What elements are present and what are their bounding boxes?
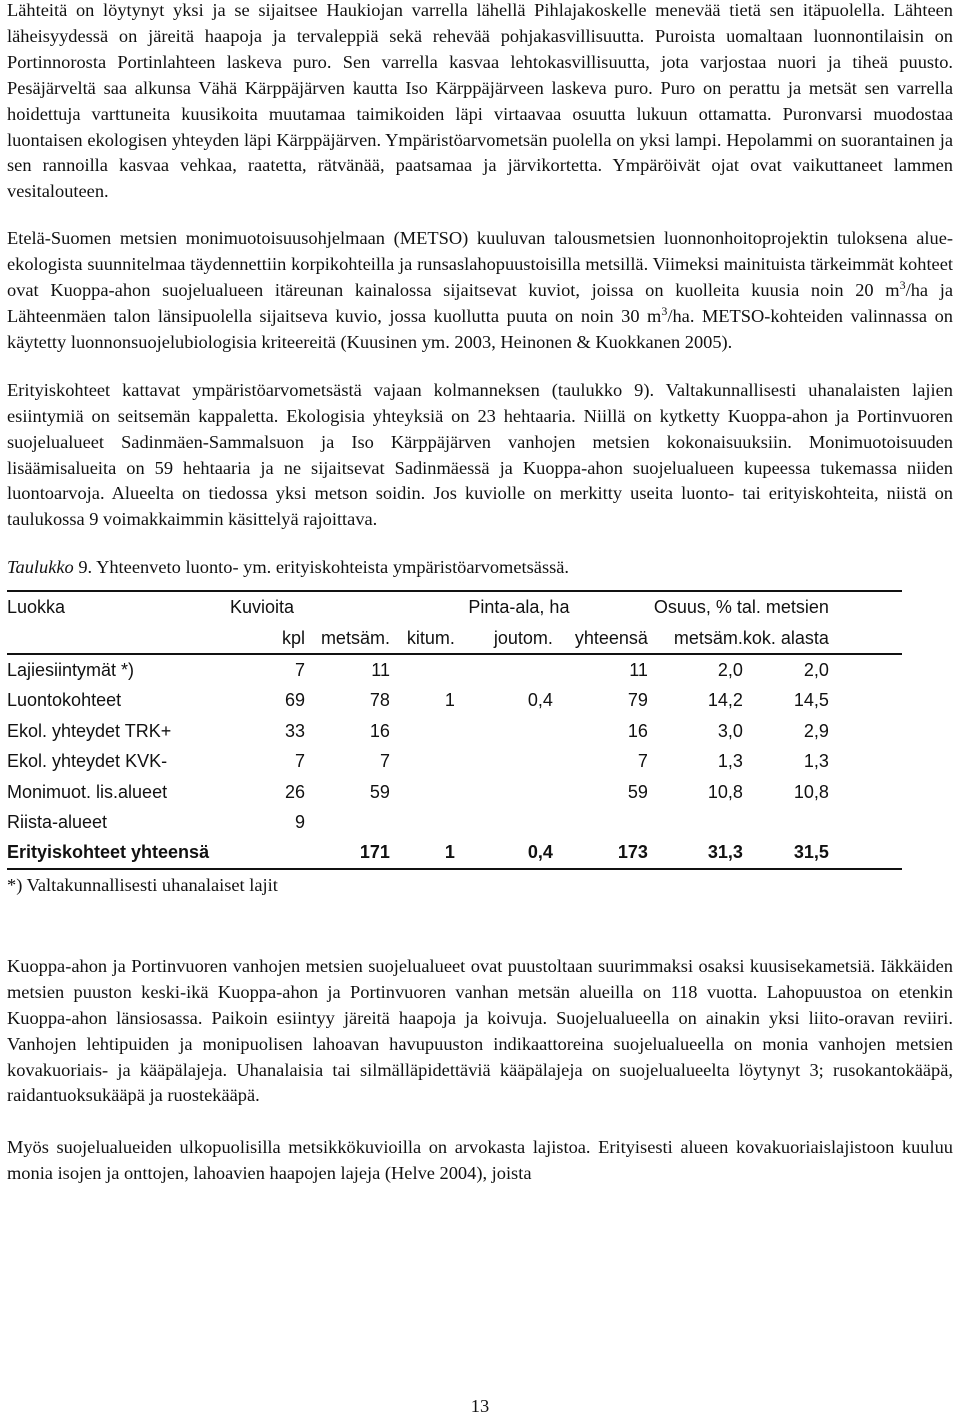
table-caption xyxy=(7,555,953,579)
header-category: Luokka xyxy=(7,591,230,622)
paragraph-metso-part-a: Etelä-Suomen metsien monimuotoisuusohjelmaan (METSO) kuuluvan talousmetsien luonnonhoitoprojektin tuloksena alue-ekologista suunnitelmaa täydennettiin korpikohteilla ja runsaslahopuustoisilla metsillä. Viimeksi mainituista tärkeimmät kohteet ovat Kuoppa-ahon suojelualueen itäreunan kainalossa sijaitsevat kuviot, joissa on kuolleita kuusia noin 20 m xyxy=(7,228,953,301)
paragraph-metso-part-b: /ha ja Lähteenmäen talon länsipuolella sijaitseva kuvio, jossa kuollutta puuta on noin 30 m xyxy=(7,280,953,326)
summary-table xyxy=(7,590,902,870)
header-kpl: kpl xyxy=(230,623,305,654)
total-label: Erityiskohteet yhteensä xyxy=(7,837,230,868)
table-footnote: *) Valtakunnallisesti uhanalaiset lajit xyxy=(7,874,278,895)
summary-table-wrapper xyxy=(7,590,902,898)
header-share-total: kok. alasta xyxy=(743,623,829,654)
header-kitum: kitum. xyxy=(390,623,455,654)
header-share-metsam: metsäm. xyxy=(648,623,743,654)
table-row: Lajiesiintymät *) 7 11 11 2,0 2,0 xyxy=(7,660,829,681)
paragraph-other-species: Myös suojelualueiden ulkopuolisilla metsikkökuvioilla on arvokasta lajistoa. Erityisesti alueen kovakuoriaislajistoon kuuluu monia isojen ja onttojen, lahoavien haapojen lajeja (Helve 2004), joista xyxy=(7,1137,953,1184)
table-caption-label: Taulukko xyxy=(7,557,74,578)
table-row: Monimuot. lis.alueet 26 59 59 10,8 10,8 xyxy=(7,781,829,802)
paragraph-springs-and-streams: Lähteitä on löytynyt yksi ja se sijaitsee Haukiojan varrella lähellä Pihlajakoskelle menevää tietä sen itäpuolella. Lähteen läheisyydessä on järeitä haapoja ja tervaleppiä sekä rehevää pohjakasvillisuutta. Puroista uomaltaan luonnontilaisin on Portinnorosta Portinlahteen laskeva puro. Sen varrella kasvaa lehtokasvillisuutta, jota varjostaa nuori ja tiheä puusto. Pesäjärveltä saa alkunsa Vähä Kärppäjärven kautta Iso Kärppäjärveen laskeva puro. Puro on perattu ja metsät sen varrella hoidettuja varttuneita kuusikoita muutamaa taimikoiden läpi virtaavaa osuutta lukuun ottamatta. Puronvarsi muodostaa luontaisen ekologisen yhteyden läpi Kärppäjärven. Ympäristöarvometsän puolella on yksi lampi. Hepolammi on suorantainen ja sen rannoilla kasvaa vehkaa, raatetta, rätvänää, paatsamaa ja järvikortetta. Ympäröivät ojat ovat vaikuttaneet lammen vesitalouteen. xyxy=(7,0,953,202)
table-total-row: Erityiskohteet yhteensä 171 1 0,4 173 31,3 31,5 xyxy=(7,837,902,868)
header-joutom: joutom. xyxy=(455,623,553,654)
table-row: Ekol. yhteydet TRK+ 33 16 16 3,0 2,9 xyxy=(7,720,829,741)
table-caption-text: 9. Yhteenveto luonto- ym. erityiskohteista ympäristöarvometsässä. xyxy=(73,557,570,578)
table-row: Ekol. yhteydet KVK- 7 7 7 1,3 1,3 xyxy=(7,751,829,772)
table-row: Riista-alueet 9 xyxy=(7,812,305,833)
paragraph-metso xyxy=(7,226,953,356)
table-header-row-2 xyxy=(7,623,902,654)
table-header-row-1 xyxy=(7,591,902,622)
header-stands: Kuvioita xyxy=(230,591,390,622)
superscript-3b: 3 xyxy=(661,303,668,318)
page-number: 13 xyxy=(470,1396,490,1416)
header-metsam: metsäm. xyxy=(305,623,390,654)
paragraph-special-sites: Erityiskohteet kattavat ympäristöarvometsästä vajaan kolmanneksen (taulukko 9). Valtakunnallisesti uhanalaisten lajien esiintymiä on seitsemän kappaletta. Ekologisia yhteyksiä on 23 hehtaaria. Niillä on kytketty Kuoppa-ahon ja Portinvuoren suojelualueet Sadinmäen-Sammalsuon ja Iso Kärppäjärven vanhojen metsien kokonaisuuksiin. Monimuotoisuuden lisäämisalueita on 59 hehtaaria ja ne sijaitsevat Sadinmäessä ja Kuoppa-ahon suojelualueen kupeessa tukemassa niiden luontoarvoja. Alueelta on tiedossa yksi metson soidin. Jos kuviolle on merkitty useita luonto- tai erityiskohteita, niistä on taulukossa 9 voimakkaimmin käsittelyä rajoittava. xyxy=(7,379,953,530)
document-page xyxy=(7,0,953,1187)
table-row: Luontokohteet 69 78 1 0,4 79 14,2 14,5 xyxy=(7,690,829,711)
header-yhteensa: yhteensä xyxy=(553,623,648,654)
paragraph-protected-areas: Kuoppa-ahon ja Portinvuoren vanhojen metsien suojelualueet ovat puustoltaan suurimmaksi osaksi kuusisekametsiä. Iäkkäiden metsien puuston keski-ikä Kuoppa-ahon ja Portinvuoren vanhan metsän alueilla on 118 vuotta. Lahopuustoa on etenkin Kuoppa-ahon länsiosassa. Paikoin esiintyy järeitä haapoja ja koivuja. Suojelualueella on ainakin yksi liito-oravan reviiri. Vanhojen lehtipuiden ja monipuolisen lahoavan havupuuston indikaattoreina suojelualueella on monia vanhojen metsien kovakuoriais- ja kääpälajeja. Uhanalaisia tai silmälläpidettäviä kääpälajeja on suojelualueelta löytynyt 3; rusokantokääpä, raidantuoksukääpä ja ruostekääpä. xyxy=(7,955,953,1106)
paragraph-metso-part-c: /ha. METSO-kohteiden valinnassa on käytetty luonnonsuojelubiologisia kriteereitä (Kuusinen ym. 2003, Heinonen & Kuokkanen 2005). xyxy=(7,305,953,352)
header-area: Pinta-ala, ha xyxy=(390,591,648,622)
header-share: Osuus, % tal. metsien xyxy=(648,591,829,622)
superscript-3a: 3 xyxy=(899,278,906,293)
